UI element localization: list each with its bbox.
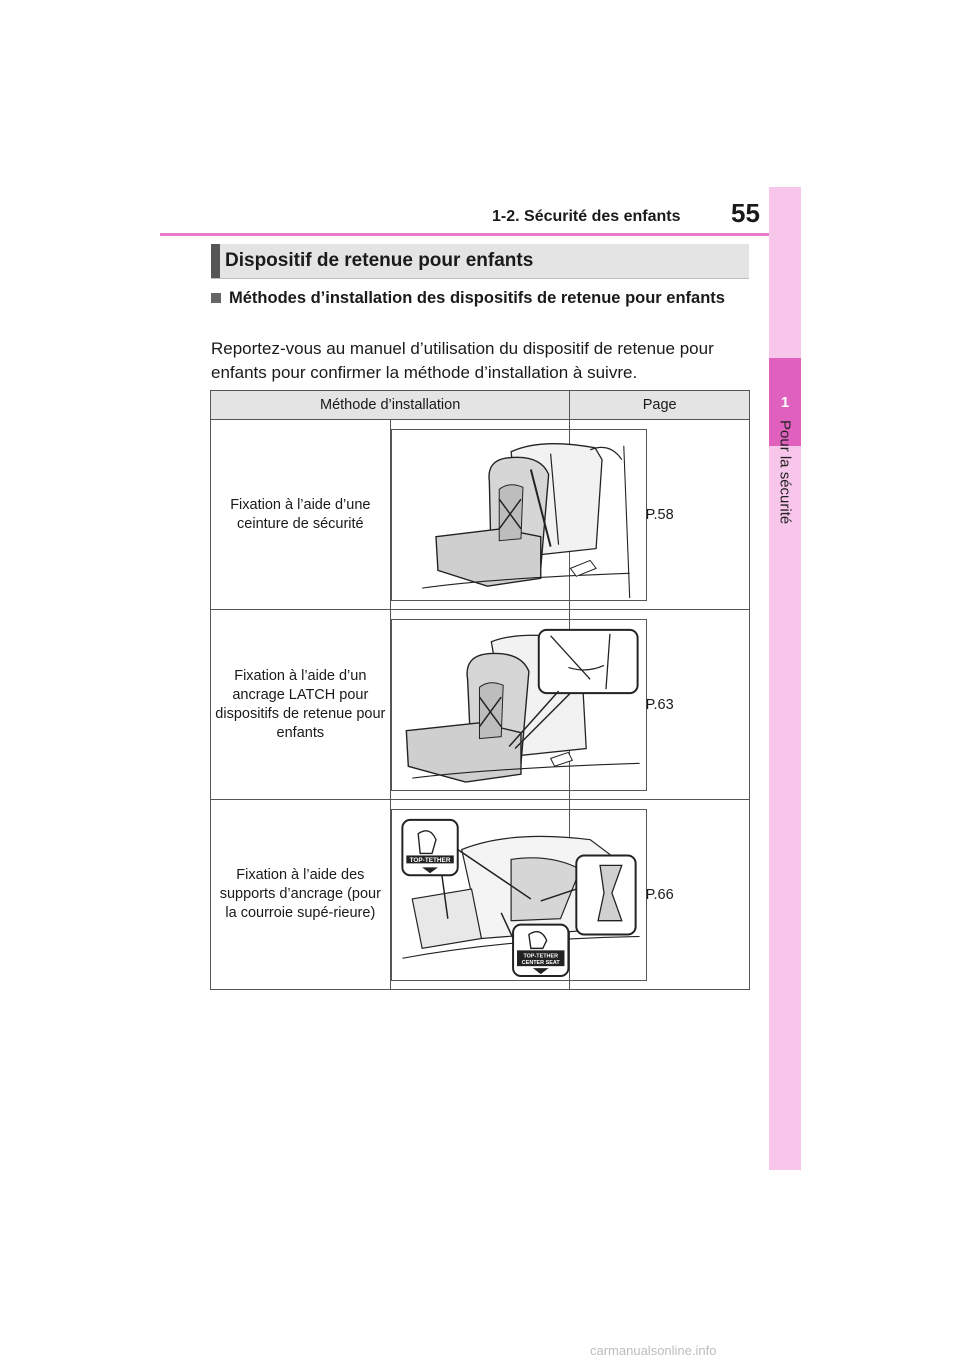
side-chapter-tab — [769, 187, 801, 1170]
side-tab-chapter-number: 1 — [769, 358, 801, 446]
installation-methods-table — [210, 390, 750, 990]
table-row — [211, 420, 750, 610]
watermark: carmanualsonline.info — [590, 1343, 717, 1358]
section-header-bar — [211, 244, 220, 278]
top-tether-center-label-1: TOP-TETHER — [523, 952, 558, 959]
page-number: 55 — [731, 198, 760, 228]
body-paragraph: Reportez-vous au manuel d’utilisation du dispositif de retenue pour enfants pour confirmer la méthode d’installation à suivre. — [211, 339, 714, 382]
top-tether-label: TOP-TETHER — [409, 856, 451, 864]
illustration-cell — [390, 420, 570, 610]
table-row — [211, 800, 750, 990]
method-cell: Fixation à l’aide des supports d’ancrage (pour la courroie supé-rieure) — [211, 800, 391, 990]
header-rule — [160, 233, 770, 236]
page-ref-cell: P.66 — [570, 800, 750, 990]
side-tab-chapter-label: Pour la sécurité — [776, 420, 794, 525]
table-row — [211, 610, 750, 800]
square-bullet-icon — [211, 293, 221, 303]
top-tether-center-label-2: CENTER SEAT — [521, 959, 560, 966]
illustration-cell — [390, 610, 570, 800]
method-cell: Fixation à l’aide d’un ancrage LATCH pour dispositifs de retenue pour enfants — [211, 610, 391, 800]
section-header — [211, 244, 749, 279]
section-title: Dispositif de retenue pour enfants — [225, 250, 534, 271]
page-ref-cell: P.58 — [570, 420, 750, 610]
page-ref-cell: P.63 — [570, 610, 750, 800]
method-cell: Fixation à l’aide d’une ceinture de sécurité — [211, 420, 391, 610]
illustration-cell — [390, 800, 570, 990]
column-header-page: Page — [570, 391, 750, 420]
header-section-title: 1-2. Sécurité des enfants — [492, 208, 681, 225]
subheading: Méthodes d’installation des dispositifs de retenue pour enfants — [229, 289, 725, 307]
table-header-row — [211, 391, 750, 420]
column-header-method: Méthode d’installation — [211, 391, 570, 420]
